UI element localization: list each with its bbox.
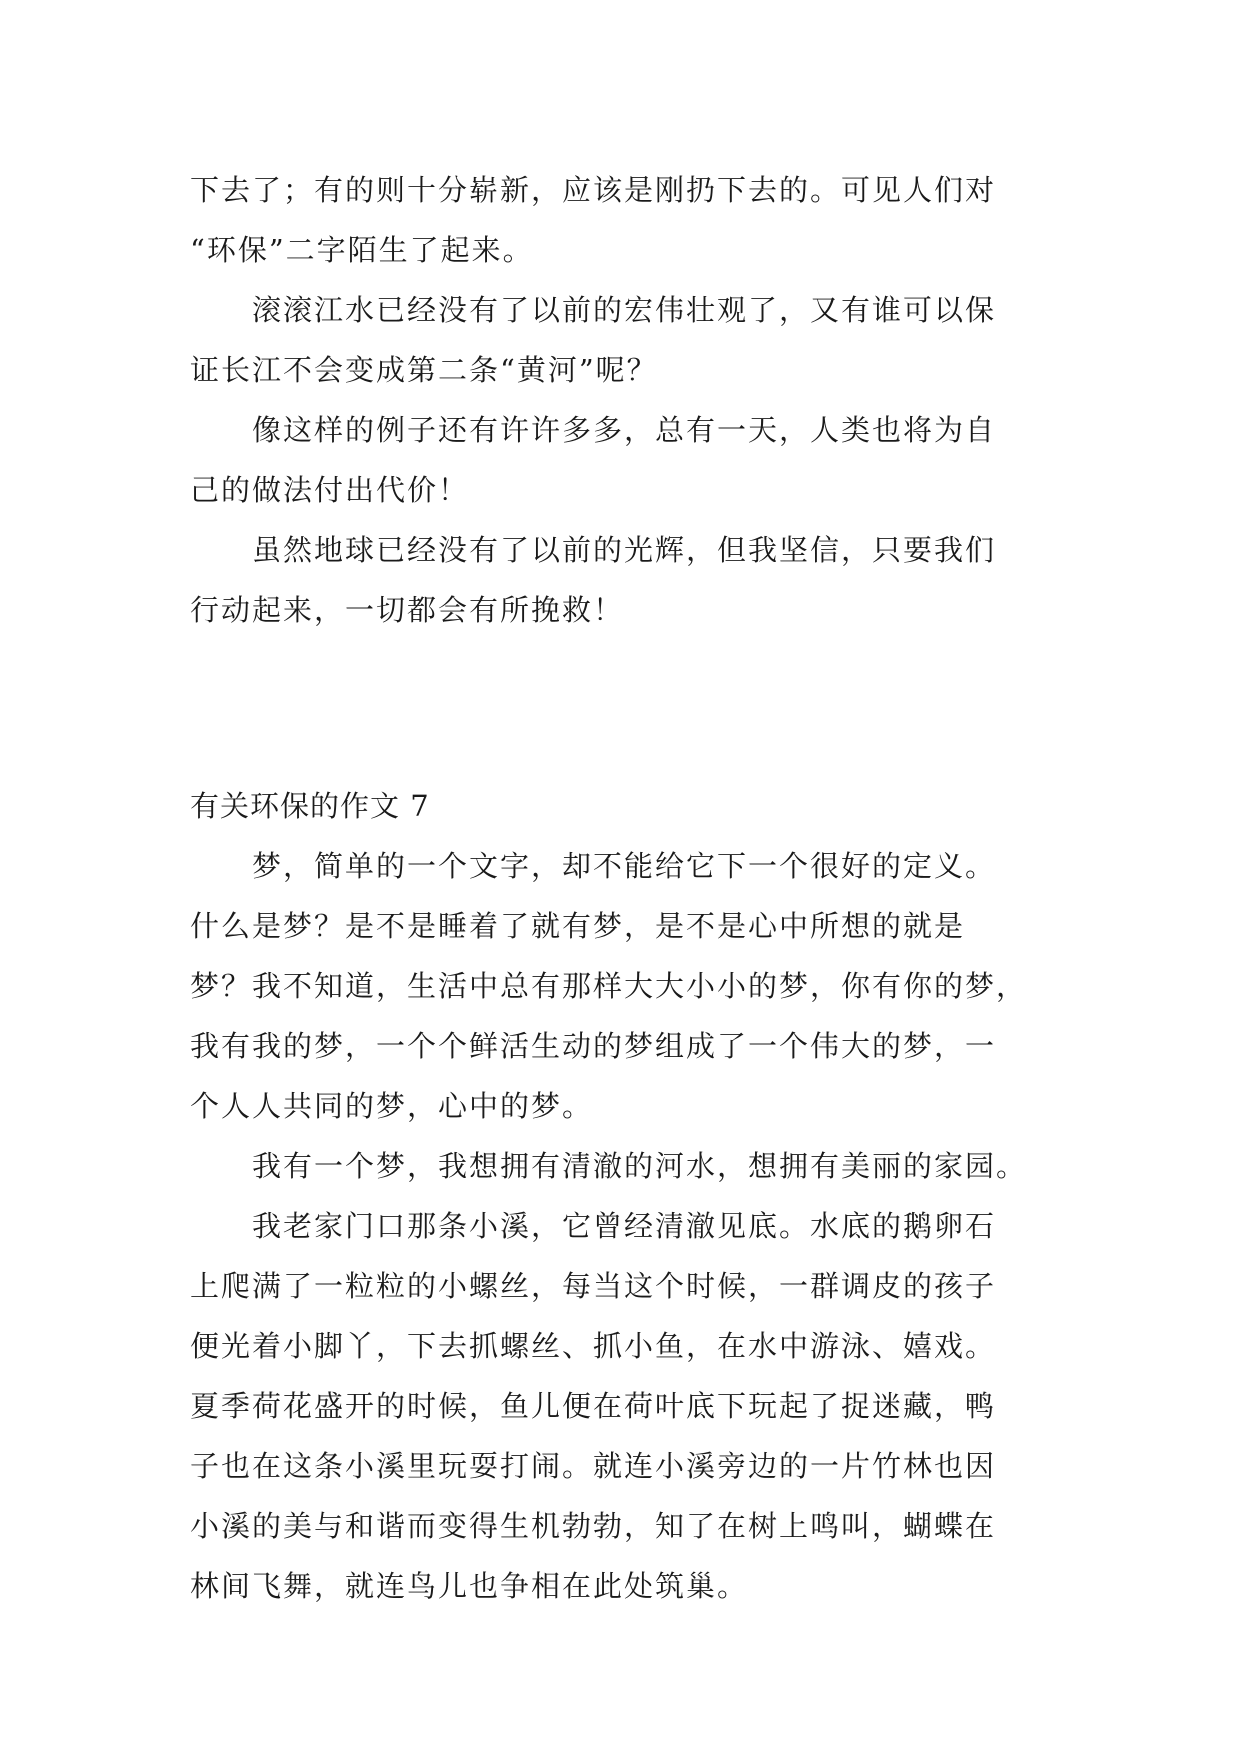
paragraph-line: 证长江不会变成第二条“黄河”呢？ <box>190 353 658 387</box>
paragraph-line: 己的做法付出代价！ <box>190 473 470 507</box>
paragraph-line: 滚滚江水已经没有了以前的宏伟壮观了，又有谁可以保 <box>252 293 997 327</box>
paragraph-line: 我有我的梦，一个个鲜活生动的梦组成了一个伟大的梦，一 <box>190 1029 997 1063</box>
document-body <box>190 160 1050 1616</box>
paragraph-line: 便光着小脚丫，下去抓螺丝、抓小鱼，在水中游泳、嬉戏。 <box>190 1329 997 1363</box>
paragraph-line: 小溪的美与和谐而变得生机勃勃，知了在树上鸣叫，蝴蝶在 <box>190 1509 997 1543</box>
paragraph-line: 行动起来，一切都会有所挽救！ <box>190 593 625 627</box>
paragraph-line: 什么是梦？是不是睡着了就有梦，是不是心中所想的就是 <box>190 909 966 943</box>
paragraph-line: 梦，简单的一个文字，却不能给它下一个很好的定义。 <box>252 849 997 883</box>
paragraph-line: 虽然地球已经没有了以前的光辉，但我坚信，只要我们 <box>252 533 997 567</box>
essay-title: 有关环保的作文 7 <box>190 789 430 823</box>
section-spacer <box>190 640 1050 776</box>
paragraph-line: 我有一个梦，我想拥有清澈的河水，想拥有美丽的家园。 <box>252 1149 1028 1183</box>
paragraph-line: 林间飞舞，就连鸟儿也争相在此处筑巢。 <box>190 1569 749 1603</box>
paragraph-line: 上爬满了一粒粒的小螺丝，每当这个时候，一群调皮的孩子 <box>190 1269 997 1303</box>
paragraph-line: 我老家门口那条小溪，它曾经清澈见底。水底的鹅卵石 <box>252 1209 997 1243</box>
paragraph-line: 下去了；有的则十分崭新，应该是刚扔下去的。可见人们对 <box>190 173 997 207</box>
paragraph-line: 梦？我不知道，生活中总有那样大大小小的梦，你有你的梦， <box>190 969 1028 1003</box>
paragraph-line: 子也在这条小溪里玩耍打闹。就连小溪旁边的一片竹林也因 <box>190 1449 997 1483</box>
paragraph-line: “环保”二字陌生了起来。 <box>190 233 534 267</box>
paragraph-line: 个人人共同的梦，心中的梦。 <box>190 1089 594 1123</box>
paragraph-line: 夏季荷花盛开的时候，鱼儿便在荷叶底下玩起了捉迷藏，鸭 <box>190 1389 997 1423</box>
paragraph-line: 像这样的例子还有许许多多，总有一天，人类也将为自 <box>252 413 997 447</box>
